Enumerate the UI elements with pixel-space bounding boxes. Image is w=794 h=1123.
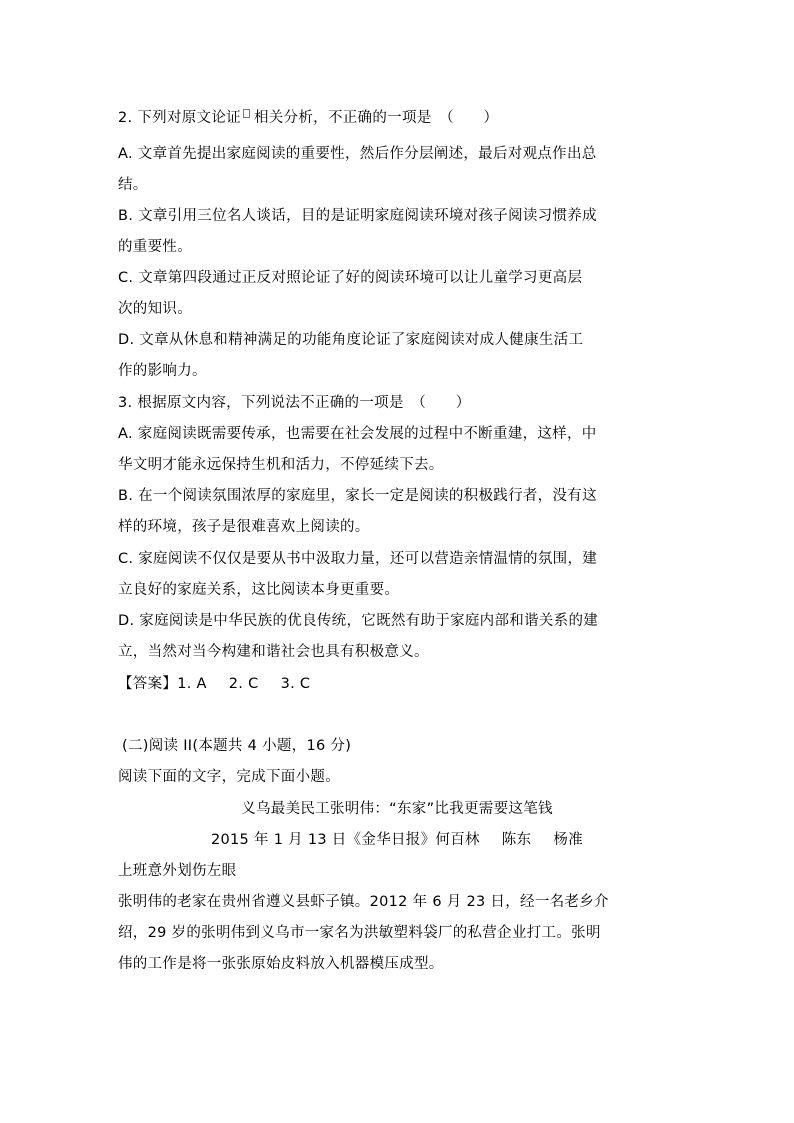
q2-option-b-line1: B. 文章引用三位名人谈话，目的是证明家庭阅读环境对孩子阅读习惯养成 bbox=[118, 208, 597, 224]
q2-option-c-line2: 次的知识。 bbox=[118, 301, 192, 317]
q3-option-d-line2: 立，当然对当今构建和谐社会也具有积极意义。 bbox=[118, 644, 429, 660]
article-subheading: 上班意外划伤左眼 bbox=[118, 863, 237, 879]
q3-option-c-line2: 立良好的家庭关系，这比阅读本身更重要。 bbox=[118, 582, 400, 598]
section2-instruction: 阅读下面的文字，完成下面小题。 bbox=[118, 769, 340, 785]
q2-option-d-line2: 作的影响力。 bbox=[118, 363, 207, 379]
answer-label: 【答案】 bbox=[118, 676, 178, 692]
article-title: 义乌最美民工张明伟：“东家”比我更需要这笔钱 bbox=[241, 801, 553, 817]
q3-option-b-line2: 样的环境，孩子是很难喜欢上阅读的。 bbox=[118, 519, 370, 535]
answer-line bbox=[118, 674, 310, 694]
q2-option-c-line1: C. 文章第四段通过正反对照论证了好的阅读环境可以让儿童学习更高层 bbox=[118, 270, 583, 286]
answer-item-3: 3. C bbox=[280, 676, 311, 692]
byline-author-2: 陈东 bbox=[501, 832, 532, 848]
q3-option-d-line1: D. 家庭阅读是中华民族的优良传统，它既然有助于家庭内部和谐关系的建 bbox=[118, 613, 599, 629]
q2-stem bbox=[118, 108, 498, 128]
q3-option-c-line1: C. 家庭阅读不仅仅是要从书中汲取力量，还可以营造亲情温情的氛围，建 bbox=[118, 551, 598, 567]
q3-option-a-line2: 华文明才能永远保持生机和活力，不停延续下去。 bbox=[118, 457, 444, 473]
q2-option-d-line1: D. 文章从休息和精神满足的功能角度论证了家庭阅读对成人健康生活工 bbox=[118, 332, 584, 348]
q2-option-a-line2: 结。 bbox=[118, 177, 148, 193]
q3-option-a-line1: A. 家庭阅读既需要传承，也需要在社会发展的过程中不断重建，这样，中 bbox=[118, 426, 597, 442]
byline-source: 2015 年 1 月 13 日《金华日报》何百林 bbox=[210, 832, 480, 848]
article-para-line2: 绍，29 岁的张明伟到义乌市一家名为洪敏塑料袋厂的私营企业打工。张明 bbox=[118, 925, 601, 941]
article-byline bbox=[0, 830, 794, 850]
byline-author-3: 杨准 bbox=[553, 832, 584, 848]
article-para-line1: 张明伟的老家在贵州省遵义县虾子镇。2012 年 6 月 23 日，经一名老乡介 bbox=[118, 894, 609, 910]
answer-item-1: 1. A bbox=[177, 676, 207, 692]
q2-option-b-line2: 的重要性。 bbox=[118, 239, 192, 255]
q2-option-a-line1: A. 文章首先提出家庭阅读的重要性，然后作分层阐述，最后对观点作出总 bbox=[118, 146, 597, 162]
article-para-line3: 伟的工作是将一张张原始皮料放入机器模压成型。 bbox=[118, 956, 444, 972]
section2-heading: (二)阅读 II(本题共 4 小题，16 分) bbox=[122, 738, 352, 754]
q2-stem-part1: 2. 下列对原文论证 bbox=[118, 110, 241, 126]
q3-stem: 3. 根据原文内容，下列说法不正确的一项是 （ ） bbox=[118, 395, 471, 411]
answer-item-2: 2. C bbox=[228, 676, 259, 692]
image-placeholder-icon bbox=[243, 109, 250, 118]
q3-option-b-line1: B. 在一个阅读氛围浓厚的家庭里，家长一定是阅读的积极践行者，没有这 bbox=[118, 488, 597, 504]
q2-stem-part2: 相关分析，不正确的一项是 （ ） bbox=[253, 110, 499, 126]
